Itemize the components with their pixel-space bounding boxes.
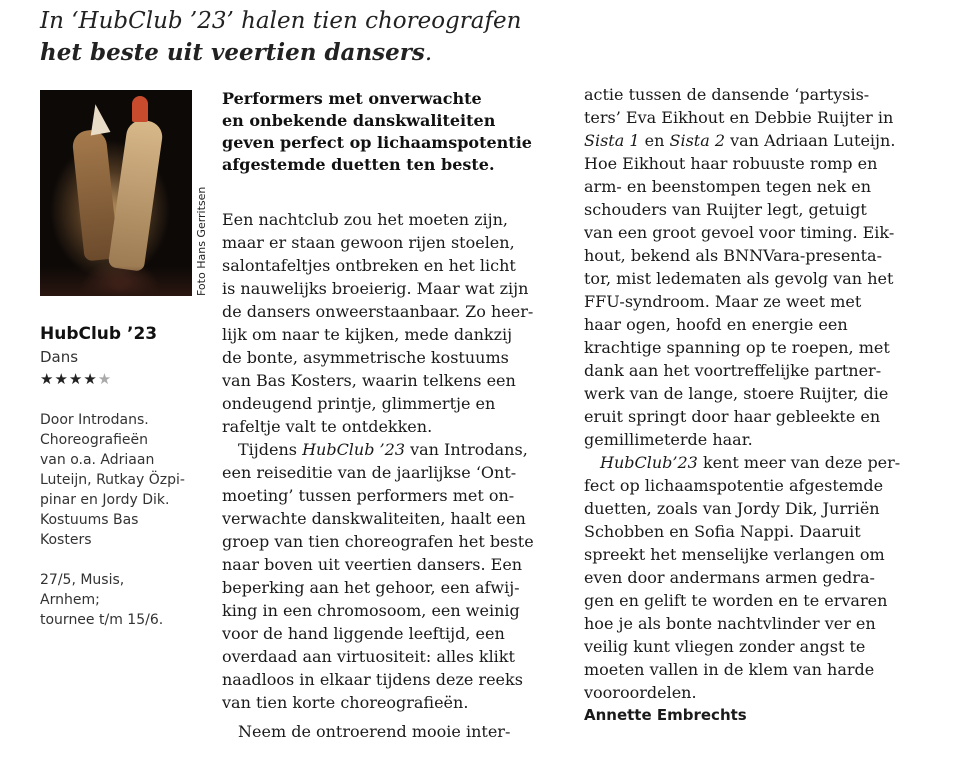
body-line: lijk om naar te kijken, mede dankzij [222, 325, 513, 344]
credits-block [40, 410, 200, 550]
body-line: even door andermans armen gedra- [584, 568, 875, 587]
body-line: FFU-syndroom. Maar ze weet met [584, 292, 862, 311]
stage-floor [40, 266, 192, 296]
body-line [584, 451, 924, 474]
body-line: gen en gelift te worden en te ervaren [584, 591, 888, 610]
lead-line: en onbekende danskwaliteiten [222, 111, 496, 130]
body-line-it2: Sista 2 [669, 131, 726, 150]
body-line: overdaad aan virtuositeit: alles klikt [222, 647, 515, 666]
venue-line: Arnhem; [40, 592, 100, 608]
body-line: schouders van Ruijter legt, getuigt [584, 200, 867, 219]
body-line [584, 129, 924, 152]
credits-line: van o.a. Adriaan [40, 452, 155, 468]
body-line: Een nachtclub zou het moeten zijn, [222, 210, 508, 229]
show-genre: Dans [40, 348, 79, 366]
body-line: een reiseditie van de jaarlijkse ‘Ont- [222, 463, 517, 482]
headline-line-2: het beste uit veertien dansers [40, 39, 425, 66]
body-line: naadloos in elkaar tijdens deze reeks [222, 670, 523, 689]
show-title: HubClub ’23 [40, 324, 158, 344]
venue-line: tournee t/m 15/6. [40, 612, 164, 628]
venue-block [40, 570, 200, 630]
credits-line: Luteijn, Rutkay Özpi- [40, 472, 185, 488]
body-line: de bonte, asymmetrische kostuums [222, 348, 509, 367]
body-line-it: HubClub ’23 [302, 440, 405, 459]
body-line: is nauwelijks broeierig. Maar wat zijn [222, 279, 529, 298]
body-line: van een groot gevoel voor timing. Eik- [584, 223, 895, 242]
review-info [40, 322, 200, 630]
body-line-post: van Adriaan Luteijn. [725, 131, 896, 150]
body-line: moeting’ tussen performers met on- [222, 486, 515, 505]
body-line: Neem de ontroerend mooie inter- [238, 722, 511, 741]
body-line: fect op lichaamspotentie afgestemde [584, 476, 884, 495]
body-line: beperking aan het gehoor, een afwij- [222, 578, 520, 597]
body-line: king in een chromosoom, een weinig [222, 601, 520, 620]
body-line [222, 438, 562, 461]
body-line: voor de hand liggende leeftijd, een [222, 624, 505, 643]
photo-credit: Foto Hans Gerritsen [195, 186, 208, 296]
body-line: hout, bekend als BNNVara-presenta- [584, 246, 882, 265]
body-line: naar boven uit veertien dansers. Een [222, 555, 523, 574]
dancer-hat-left [86, 102, 111, 135]
dance-photo [40, 90, 192, 296]
credits-line: Choreografieën [40, 432, 148, 448]
body-line: actie tussen de dansende ‘partysis- [584, 85, 870, 104]
lead-line: afgestemde duetten ten beste. [222, 155, 495, 174]
body-line: spreekt het menselijke verlangen om [584, 545, 885, 564]
body-line-post: kent meer van deze per- [697, 453, 901, 472]
body-line: de dansers onweerstaanbaar. Zo heer- [222, 302, 534, 321]
body-line: Hoe Eikhout haar robuuste romp en [584, 154, 878, 173]
star-rating [40, 368, 200, 390]
body-line: ters’ Eva Eikhout en Debbie Ruijter in [584, 108, 894, 127]
headline-line-1: In ‘HubClub ’23’ halen tien choreografen [40, 8, 522, 34]
headline [40, 6, 940, 69]
lead-line: Performers met onverwachte [222, 89, 482, 108]
dancer-hat-right [132, 96, 148, 122]
body-line: arm- en beenstompen tegen nek en [584, 177, 872, 196]
author-name: Annette Embrechts [584, 706, 747, 724]
body-line: van tien korte choreografieën. [222, 693, 469, 712]
body-line: salontafeltjes ontbreken en het licht [222, 256, 516, 275]
body-column-1 [222, 208, 562, 743]
body-line: groep van tien choreografen het beste [222, 532, 534, 551]
body-line: rafeltje valt te ontdekken. [222, 417, 433, 436]
body-line: van Bas Kosters, waarin telkens een [222, 371, 516, 390]
body-line-it: Sista 1 [584, 131, 640, 150]
body-line: haar ogen, hoofd en energie een [584, 315, 848, 334]
body-line: krachtige spanning op te roepen, met [584, 338, 890, 357]
body-line-it: HubClub’23 [600, 453, 698, 472]
credits-line: Kosters [40, 532, 92, 548]
body-line-pre: Tijdens [238, 440, 303, 459]
body-column-2 [584, 83, 924, 727]
body-line: maar er staan gewoon rijen stoelen, [222, 233, 515, 252]
dancer-right [108, 118, 165, 272]
body-line: werk van de lange, stoere Ruijter, die [584, 384, 889, 403]
headline-line-2-end: . [424, 40, 433, 66]
body-line: ondeugend printje, glimmertje en [222, 394, 496, 413]
filled-stars-icon: ★★★★ [40, 370, 98, 388]
body-line: moeten vallen in de klem van harde [584, 660, 875, 679]
lead-paragraph [222, 88, 532, 176]
body-line-post: van Introdans, [405, 440, 528, 459]
body-line-mid: en [639, 131, 670, 150]
body-line: verwachte danskwaliteiten, haalt een [222, 509, 526, 528]
body-line: dank aan het voortreffelijke partner- [584, 361, 882, 380]
body-line: tor, mist ledematen als gevolg van het [584, 269, 894, 288]
body-line: eruit springt door haar gebleekte en [584, 407, 881, 426]
credits-line: pinar en Jordy Dik. [40, 492, 170, 508]
venue-line: 27/5, Musis, [40, 572, 125, 588]
empty-star-icon: ★ [97, 370, 113, 388]
credits-line: Door Introdans. [40, 412, 149, 428]
body-line: duetten, zoals van Jordy Dik, Jurriën [584, 499, 880, 518]
body-line: vooroordelen. [584, 683, 697, 702]
body-line: hoe je als bonte nachtvlinder ver en [584, 614, 876, 633]
body-line: gemillimeterde haar. [584, 430, 753, 449]
body-line: veilig kunt vliegen zonder angst te [584, 637, 866, 656]
lead-line: geven perfect op lichaamspotentie [222, 133, 532, 152]
credits-line: Kostuums Bas [40, 512, 139, 528]
body-line: Schobben en Sofia Nappi. Daaruit [584, 522, 861, 541]
